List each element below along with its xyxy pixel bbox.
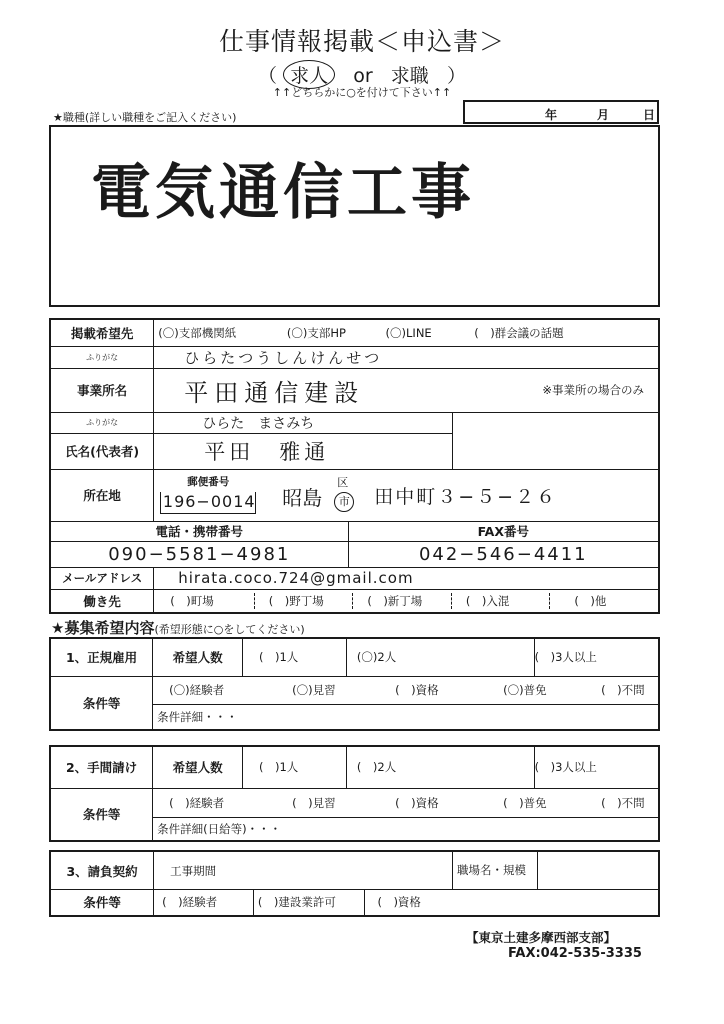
street-value: 田中町３−５−２６ — [374, 485, 558, 508]
temauke-cond-options — [153, 788, 659, 817]
section-temauke — [49, 745, 660, 842]
workplace-option-machiba[interactable]: ( )町場 — [154, 593, 255, 609]
seiki-cond-minarai[interactable]: (〇)見習 — [292, 683, 336, 697]
temauke-cond-minarai[interactable]: ( )見習 — [292, 795, 336, 810]
workplace-option-other[interactable]: ( )他 — [574, 593, 607, 608]
postal-value: 196−0014 — [162, 491, 256, 511]
publish-label: 掲載希望先 — [50, 319, 154, 346]
publish-option-hp[interactable]: (〇)支部HP — [286, 325, 346, 340]
temauke-cond-fumon[interactable]: ( )不問 — [601, 795, 645, 810]
temauke-cond-label: 条件等 — [50, 788, 153, 841]
workplace-option-nochoba[interactable]: ( )野丁場 — [255, 593, 354, 609]
phone-label: 電話・携帯番号 — [50, 521, 348, 541]
paren-open: （ — [258, 65, 278, 87]
seiki-count-label: 希望人数 — [153, 638, 243, 676]
temauke-count-3[interactable]: ( )3人以上 — [534, 746, 659, 788]
form-title: 仕事情報掲載＜申込書＞ — [218, 27, 505, 56]
address-field[interactable] — [154, 469, 659, 521]
recruit-title — [51, 617, 305, 638]
seiki-label: 1、正規雇用 — [50, 638, 153, 676]
publish-option-kikanshi[interactable]: (〇)支部機関紙 — [158, 325, 237, 340]
person-furigana-label: ふりがな — [50, 412, 154, 433]
seiki-cond-keikensha[interactable]: (〇)経験者 — [169, 683, 225, 697]
business-name-field[interactable]: 平田通信建設 — [154, 368, 453, 412]
seiki-count-2[interactable]: (〇)2人 — [346, 638, 534, 676]
date-day-label: 日 — [643, 108, 656, 122]
person-label: 氏名(代表者) — [50, 433, 154, 469]
date-month-label: 月 — [597, 108, 610, 122]
ukeoi-site-label: 職場名・規模 — [453, 852, 538, 889]
workplace-options — [154, 589, 659, 613]
publish-option-gunkaigi[interactable]: ( )群会議の話題 — [474, 325, 564, 340]
workplace-option-iriko[interactable]: ( )入混 — [452, 593, 551, 609]
publish-option-line[interactable]: (〇)LINE — [385, 325, 432, 340]
seiki-cond-label: 条件等 — [50, 676, 153, 730]
person-furigana-field[interactable]: ひらた まさみち — [154, 412, 453, 433]
recruit-note: (希望形態に○をしてください) — [154, 623, 305, 636]
applicant-info-table — [49, 318, 660, 614]
workplace-option-shinchoba[interactable]: ( )新丁場 — [353, 593, 452, 609]
temauke-count-2[interactable]: ( )2人 — [346, 746, 534, 788]
ukeoi-period-field[interactable]: 工事期間 — [154, 851, 453, 890]
seiki-count-1[interactable]: ( )1人 — [243, 638, 347, 676]
fax-field[interactable]: 042−546−4411 — [348, 541, 659, 567]
city-value: 昭島 — [282, 485, 323, 510]
temauke-cond-fumen[interactable]: ( )普免 — [503, 795, 547, 810]
temauke-detail-field[interactable]: 条件詳細(日給等)・・・ — [153, 817, 659, 841]
address-label: 所在地 — [50, 469, 154, 521]
ukeoi-cond-kyoka[interactable]: ( )建設業許可 — [253, 890, 365, 916]
date-box[interactable] — [463, 100, 659, 124]
ukeoi-cond-label: 条件等 — [50, 890, 154, 916]
seiki-cond-shikaku[interactable]: ( )資格 — [395, 683, 439, 697]
seiki-cond-fumen[interactable]: (〇)普免 — [503, 683, 547, 697]
person-name-field[interactable]: 平田 雅通 — [154, 433, 453, 469]
jobtype-value: 電気通信工事 — [91, 158, 475, 228]
postal-label: 郵便番号 — [187, 475, 230, 488]
ku-label: 区 — [337, 475, 349, 489]
date-year-label: 年 — [545, 108, 558, 122]
ukeoi-cond-shikaku[interactable]: ( )資格 — [365, 890, 659, 916]
email-field[interactable]: hirata.coco.724@gmail.com — [154, 567, 659, 589]
person-extra-cell — [453, 412, 659, 469]
option-kyujin[interactable]: 求人 — [283, 60, 335, 89]
recruit-title-text: ★募集希望内容 — [51, 619, 155, 637]
org-name: 【東京土建多摩西部支部】 — [466, 930, 617, 945]
business-label: 事業所名 — [50, 368, 154, 412]
section-ukeoi — [49, 850, 660, 917]
email-label: メールアドレス — [50, 567, 154, 589]
temauke-count-label: 希望人数 — [153, 746, 243, 788]
business-furigana-field[interactable]: ひらたつうしんけんせつ — [154, 346, 659, 368]
business-furigana-label: ふりがな — [50, 346, 154, 368]
ukeoi-label: 3、請負契約 — [50, 851, 154, 890]
paren-close: ） — [446, 65, 466, 87]
seiki-count-3[interactable]: ( )3人以上 — [534, 638, 659, 676]
jobtype-label: ★職種(詳しい職種をご記入ください) — [53, 111, 237, 124]
or-text: or — [353, 65, 373, 87]
temauke-cond-shikaku[interactable]: ( )資格 — [395, 795, 439, 810]
seiki-cond-fumon[interactable]: ( )不問 — [601, 683, 645, 697]
seiki-detail-field[interactable]: 条件詳細・・・ — [153, 704, 659, 730]
shi-circled-label: 市 — [334, 492, 354, 512]
ukeoi-cond-keikensha[interactable]: ( )経験者 — [154, 890, 254, 916]
postal-box — [160, 492, 256, 514]
selection-hint: ↑↑どちらかに○を付けて下さい↑↑ — [272, 86, 452, 99]
temauke-count-1[interactable]: ( )1人 — [243, 746, 347, 788]
jobtype-field[interactable] — [49, 125, 660, 307]
business-note: ※事業所の場合のみ — [453, 368, 659, 412]
ukeoi-site-cell — [453, 851, 659, 890]
option-kyushoku[interactable]: 求職 — [390, 65, 429, 87]
fax-label: FAX番号 — [348, 521, 659, 541]
seiki-cond-options — [153, 676, 659, 704]
phone-field[interactable]: 090−5581−4981 — [50, 541, 348, 567]
section-seiki — [49, 637, 660, 731]
temauke-cond-keikensha[interactable]: ( )経験者 — [169, 795, 225, 810]
org-fax: FAX:042-535-3335 — [508, 946, 642, 961]
publish-options — [154, 319, 659, 346]
workplace-label: 働き先 — [50, 589, 154, 613]
temauke-label: 2、手間請け — [50, 746, 153, 788]
